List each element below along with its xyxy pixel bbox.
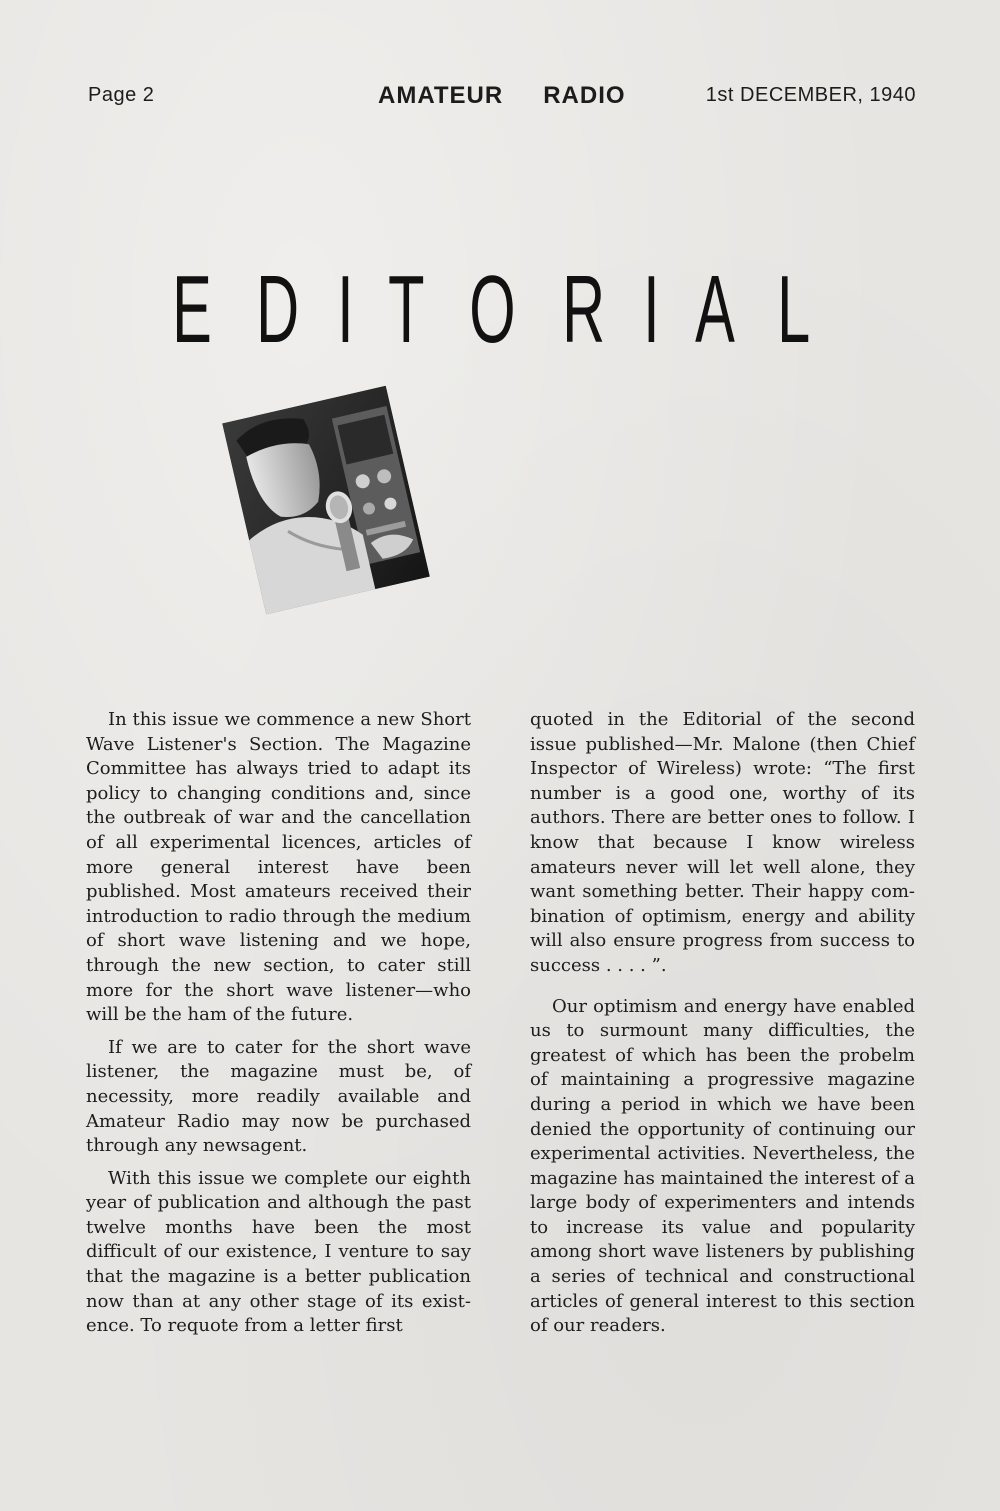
title-letter: L [776,256,810,363]
right-column [530,708,915,1347]
issue-date: 1st DECEMBER, 1940 [705,84,916,106]
title-letter: R [562,256,606,363]
paragraph: If we are to cater for the short wave listener, the magazine must be, of necessity, more readily available and Amateur Radio may now be purchased through any newsagent. [86,1036,471,1157]
page-number: Page 2 [88,84,155,106]
masthead-word-1: AMATEUR [378,82,504,109]
paragraph: quoted in the Editorial of the second issue published—Mr. Malone (then Chief Inspector of Wireless) wrote: “The first number is a good one, worthy of its authors. There are better ones to follow. I know that because I know wireless amateurs never will let well alone, they want something better. Their happy combination of optimism, energy and ability will also ensure progress from success to success . . . . ”. [530,709,915,976]
page-header [88,82,916,112]
title-letter: T [388,256,425,363]
masthead-word-2: RADIO [543,82,626,109]
editorial-title [160,256,820,363]
title-letter: I [642,256,660,363]
paragraph: Our optimism and energy have enabled us to surmount many difficulties, the greatest of which has been the probelm of maintaining a progressive magazine during a period in which we have been denied the opportunity of continuing our experimental activities. Nevertheless, the magazine has maintained the interest of a large body of experimenters and intends to increase its value and popularity among short wave listeners by publishing a series of technical and constructional articles of general interest to this section of our readers. [530,995,915,1337]
title-letter: I [336,256,354,363]
title-letter: O [469,256,516,363]
left-column [86,708,471,1347]
paragraph: In this issue we commence a new Short Wave Listener's Section. The Magazine Committee has always tried to adapt its policy to changing conditions and, since the outbreak of war and the cancellation of all experimental licences, articles of more general interest have been published. Most amateurs received their introduction to radio through the medium of short wave listening and we hope, through the new section, to cater still more for the short wave listener—who will be the ham of the future. [86,709,471,1026]
title-letter: A [695,256,736,363]
title-letter: D [256,256,300,363]
paragraph: With this issue we complete our eighth year of publication and although the past twelve months have been the most difficult of our existence, I venture to say that the magazine is a better publication now than at any other stage of its existence. To requote from a letter first [86,1167,471,1337]
masthead [378,82,626,110]
radio-operator-photo [222,386,430,615]
title-letter: E [172,256,212,363]
